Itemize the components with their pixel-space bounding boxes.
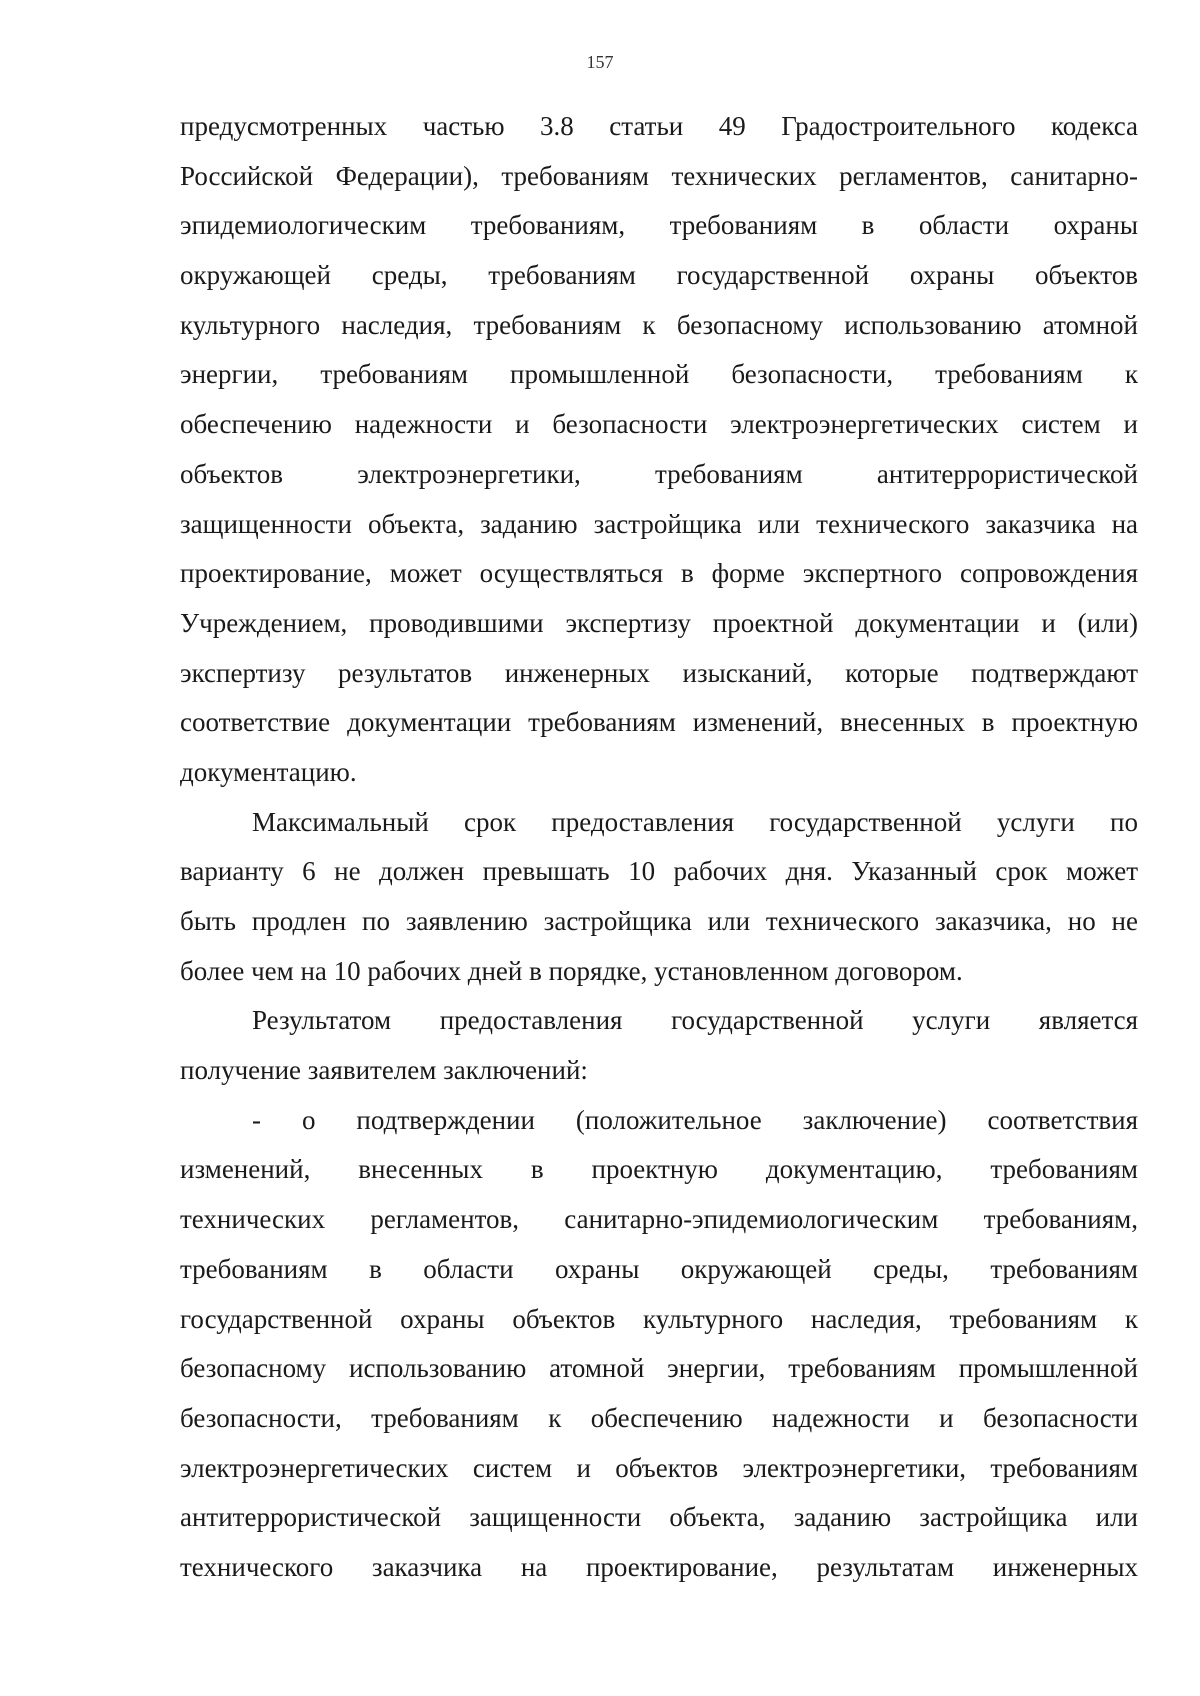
text-line: Российской Федерации), требованиям технических регламентов, санитарно- — [180, 160, 1138, 191]
text-line: эпидемиологическим требованиям, требованиям в области охраны — [180, 210, 1138, 241]
text-line: соответствие документации требованиям изменений, внесенных в проектную — [180, 707, 1138, 738]
text-line: окружающей среды, требованиям государственной охраны объектов — [180, 260, 1138, 291]
text-line: проектирование, может осуществляться в форме экспертного сопровождения — [180, 558, 1138, 589]
text-line: Результатом предоставления государственной услуги является — [252, 1005, 1138, 1036]
text-line: антитеррористической защищенности объекта, заданию застройщика или — [180, 1502, 1138, 1533]
text-line: быть продлен по заявлению застройщика или технического заказчика, но не — [180, 906, 1138, 936]
text-line: - о подтверждении (положительное заключение) соответствия — [252, 1104, 1138, 1135]
text-line: технических регламентов, санитарно-эпидемиологическим требованиям, — [180, 1204, 1138, 1235]
text-line: электроэнергетических систем и объектов электроэнергетики, требованиям — [180, 1452, 1138, 1483]
text-line: безопасному использованию атомной энергии, требованиям промышленной — [180, 1353, 1138, 1384]
text-line: изменений, внесенных в проектную документацию, требованиям — [180, 1154, 1138, 1185]
text-line: культурного наследия, требованиям к безопасному использованию атомной — [180, 309, 1138, 340]
text-line: экспертизу результатов инженерных изысканий, которые подтверждают — [180, 657, 1138, 688]
document-body — [180, 102, 1138, 1593]
text-line: варианту 6 не должен превышать 10 рабочих дня. Указанный срок может — [180, 856, 1138, 887]
text-line: документацию. — [180, 756, 357, 787]
text-line: технического заказчика на проектирование, результатам инженерных — [180, 1551, 1138, 1582]
text-line: получение заявителем заключений: — [180, 1055, 588, 1086]
text-line: более чем на 10 рабочих дней в порядке, установленном договором. — [180, 955, 963, 986]
text-line: безопасности, требованиям к обеспечению надежности и безопасности — [180, 1402, 1138, 1433]
text-line: требованиям в области охраны окружающей среды, требованиям — [180, 1253, 1138, 1284]
text-line: защищенности объекта, заданию застройщика или технического заказчика на — [180, 508, 1138, 539]
text-line: Учреждением, проводившими экспертизу проектной документации и (или) — [180, 607, 1138, 638]
text-line: государственной охраны объектов культурного наследия, требованиям к — [180, 1303, 1138, 1334]
text-line: объектов электроэнергетики, требованиям антитеррористической — [180, 458, 1138, 489]
page-number: 157 — [586, 52, 614, 72]
text-line: Максимальный срок предоставления государственной услуги по — [252, 806, 1138, 837]
text-line: обеспечению надежности и безопасности электроэнергетических систем и — [180, 409, 1138, 440]
text-line: предусмотренных частью 3.8 статьи 49 Градостроительного кодекса — [180, 111, 1138, 141]
text-line: энергии, требованиям промышленной безопасности, требованиям к — [180, 359, 1138, 390]
